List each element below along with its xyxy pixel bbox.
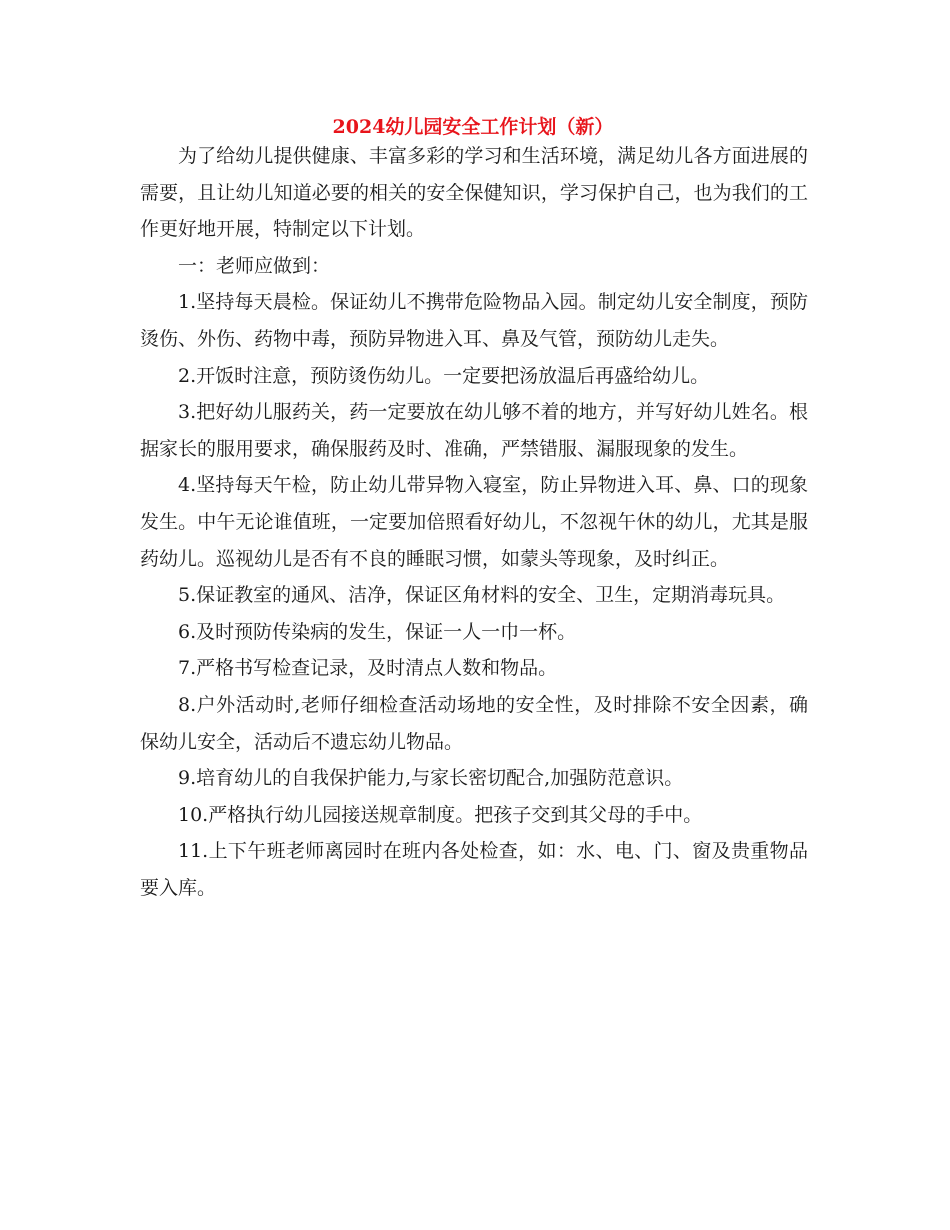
list-item: 3.把好幼儿服药关，药一定要放在幼儿够不着的地方，并写好幼儿姓名。根据家长的服用要求，确保服药及时、准确，严禁错服、漏服现象的发生。 [140,401,808,460]
list-item: 8.户外活动时,老师仔细检查活动场地的安全性，及时排除不安全因素，确保幼儿安全，活动后不遗忘幼儿物品。 [140,693,808,753]
list-item: 10.严格执行幼儿园接送规章制度。把孩子交到其父母的手中。 [178,803,703,826]
list-item: 11.上下午班老师离园时在班内各处检查，如：水、电、门、窗及贵重物品要入库。 [140,840,808,899]
list-item: 7.严格书写检查记录，及时清点人数和物品。 [178,657,558,680]
list-item: 5.保证教室的通风、洁净，保证区角材料的安全、卫生，定期消毒玩具。 [178,584,786,607]
list-item: 2.开饭时注意，预防烫伤幼儿。一定要把汤放温后再盛给幼儿。 [178,364,710,387]
intro-paragraph: 为了给幼儿提供健康、丰富多彩的学习和生活环境，满足幼儿各方面进展的需要，且让幼儿知道必要的相关的安全保健知识，学习保护自己，也为我们的工作更好地开展，特制定以下计划。 [140,145,808,241]
list-item: 4.坚持每天午检，防止幼儿带异物入寝室，防止异物进入耳、鼻、口的现象发生。中午无论谁值班，一定要加倍照看好幼儿，不忽视午休的幼儿，尤其是服药幼儿。巡视幼儿是否有不良的睡眠习惯，如蒙头等现象，及时纠正。 [140,474,808,570]
document-title: 2024幼儿园安全工作计划（新） [332,116,614,138]
section-heading: 一：老师应做到： [178,254,331,277]
list-item: 1.坚持每天晨检。保证幼儿不携带危险物品入园。制定幼儿安全制度，预防烫伤、外伤、药物中毒，预防异物进入耳、鼻及气管，预防幼儿走失。 [140,291,808,350]
list-item: 6.及时预防传染病的发生，保证一人一巾一杯。 [178,620,577,643]
list-item: 9.培育幼儿的自我保护能力,与家长密切配合,加强防范意识。 [178,767,684,790]
document-body [140,138,808,906]
